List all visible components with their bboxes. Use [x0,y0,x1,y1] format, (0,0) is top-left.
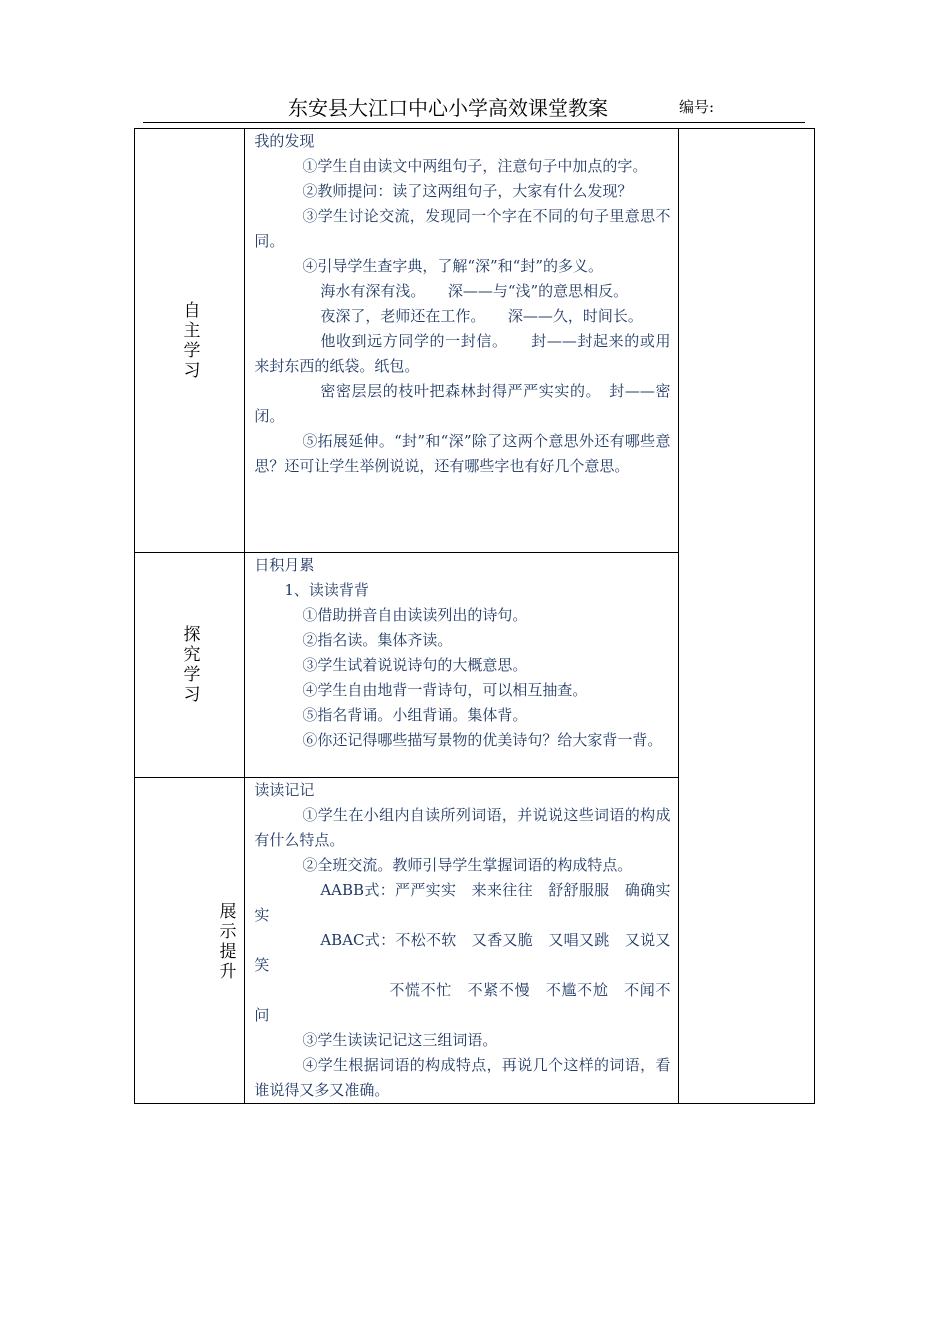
label-char: 学 [183,665,201,685]
content-line: 夜深了，老师还在工作。 深——久，时间长。 [320,307,643,325]
subheading: 我的发现 [254,132,315,150]
section-label-show-improve [218,902,238,982]
content-line: ②全班交流。教师引导学生掌握词语的构成特点。 [302,856,633,874]
content-line: 他收到远方同学的一封信。 封——封起来的或用来封东西的纸袋。纸包。 [254,332,671,375]
content-line: ①学生自由读文中两组句子，注意句子中加点的字。 [302,157,648,175]
content-line: ④学生根据词语的构成特点，再说几个这样的词语，看谁说得又多又准确。 [254,1056,671,1099]
content-line: 密密层层的枝叶把森林封得严严实实的。 封——密闭。 [254,382,671,425]
label-char: 升 [219,962,237,982]
label-char: 习 [183,685,201,705]
label-char: 学 [183,341,201,361]
content-line: ⑥你还记得哪些描写景物的优美诗句？给大家背一背。 [302,731,663,749]
content-line: ③学生讨论交流，发现同一个字在不同的句子里意思不同。 [254,207,671,250]
label-char: 提 [219,942,237,962]
content-line: ⑤拓展延伸。“封”和“深”除了这两个意思外还有哪些意思？还可让学生举例说说，还有哪些字也有好几个意思。 [254,432,671,475]
label-char: 主 [183,321,201,341]
section-label-cell [135,553,245,778]
section-label-explore-study [182,625,202,705]
section-label-cell [135,129,245,553]
content-line: ⑤指名背诵。小组背诵。集体背。 [302,706,528,724]
content-line: ④引导学生查字典，了解“深”和“封”的多义。 [302,257,604,275]
label-char: 示 [219,922,237,942]
content-line: ②指名读。集体齐读。 [302,631,453,649]
notes-column [679,129,815,1104]
label-char: 展 [219,902,237,922]
content-line: 海水有深有浅。 深——与“浅”的意思相反。 [320,282,629,300]
section-label-self-study [182,301,202,381]
subheading: 日积月累 [254,556,315,574]
section-self-study [135,129,815,553]
number-label: 编号: [679,98,715,116]
content-line: ④学生自由地背一背诗句，可以相互抽查。 [302,681,588,699]
label-char: 究 [183,645,201,665]
content-line: ①学生在小组内自读所列词语，并说说这些词语的构成有什么特点。 [254,806,671,849]
section-label-cell [135,778,245,1104]
content-line: ②教师提问：读了这两组句子，大家有什么发现？ [302,182,633,200]
section-content [245,553,679,778]
section-content [245,778,679,1104]
label-char: 习 [183,361,201,381]
content-line: ③学生读读记记这三组词语。 [302,1031,498,1049]
word-group-abac: ABAC式：不松不软 又香又脆 又唱又跳 又说又笑 [254,931,671,974]
content-line: 1、读读背背 [284,581,369,599]
label-char: 探 [183,625,201,645]
content-line: ①借助拼音自由读读列出的诗句。 [302,606,528,624]
subheading: 读读记记 [254,781,315,799]
page-title: 东安县大江口中心小学高效课堂教案 [288,96,608,120]
word-group-aabb: AABB式：严严实实 来来往往 舒舒服服 确确实实 [254,881,671,924]
label-char: 自 [183,301,201,321]
content-line: ③学生试着说说诗句的大概意思。 [302,656,528,674]
section-content [245,129,679,553]
page-header [143,92,805,123]
lesson-plan-table [134,128,815,1104]
word-group-abac-continued: 不慌不忙 不紧不慢 不尴不尬 不闻不问 [254,981,671,1024]
